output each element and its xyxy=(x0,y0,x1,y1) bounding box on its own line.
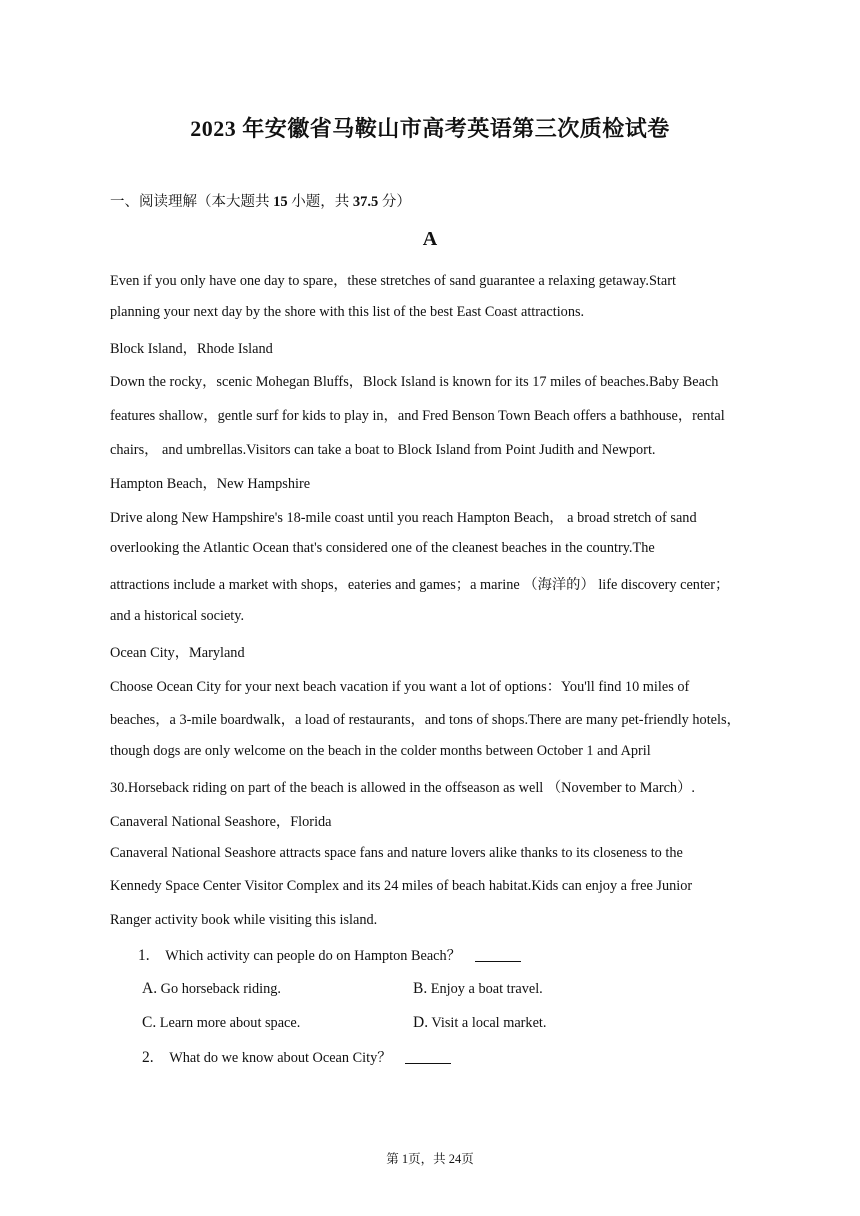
question-2 xyxy=(142,1047,451,1067)
question-1 xyxy=(138,945,521,965)
option-letter: A. xyxy=(142,980,158,997)
passage-line: Canaveral National Seashore attracts space fans and nature lovers alike thanks to its closeness to the xyxy=(110,845,683,861)
passage-line: Block Island，Rhode Island xyxy=(110,341,273,357)
section-heading-mid: 小题，共 xyxy=(287,194,353,210)
passage-line: 30.Horseback riding on part of the beach is allowed in the offseason as well （November to March）. xyxy=(110,780,695,796)
page-footer: 第 1页，共 24页 xyxy=(386,1152,474,1166)
passage-line: attractions include a market with shops，eateries and games；a marine （海洋的） life discovery center； xyxy=(110,577,730,593)
passage-line: Down the rocky，scenic Mohegan Bluffs，Block Island is known for its 17 miles of beaches.Baby Beach xyxy=(110,374,719,390)
passage-line: and a historical society. xyxy=(110,608,245,624)
passage-line: Choose Ocean City for your next beach vacation if you want a lot of options：You'll find 10 miles of xyxy=(110,679,690,695)
passage-line: Hampton Beach，New Hampshire xyxy=(110,476,311,492)
passage-line: beaches，a 3-mile boardwalk，a load of restaurants，and tons of shops.There are many pet-friendly hotels， xyxy=(110,712,741,728)
answer-blank[interactable] xyxy=(475,961,521,962)
passage-line: features shallow，gentle surf for kids to play in，and Fred Benson Town Beach offers a bathhouse，rental xyxy=(110,408,725,424)
passage-line: though dogs are only welcome on the beach in the colder months between October 1 and April xyxy=(110,743,651,759)
section-score: 37.5 xyxy=(352,194,379,210)
section-heading-suffix: 分） xyxy=(378,194,411,210)
answer-blank[interactable] xyxy=(405,1063,451,1064)
section-heading xyxy=(110,190,411,211)
passage-line: overlooking the Atlantic Ocean that's considered one of the cleanest beaches in the country.The xyxy=(110,540,655,556)
passage-line: Kennedy Space Center Visitor Complex and its 24 miles of beach habitat.Kids can enjoy a free Junior xyxy=(110,878,693,894)
section-question-count: 15 xyxy=(273,194,288,210)
question-number: 1. xyxy=(138,947,150,964)
question-text: Which activity can people do on Hampton Beach？ xyxy=(165,948,461,964)
option-text: Learn more about space. xyxy=(159,1015,301,1031)
passage-line: planning your next day by the shore with this list of the best East Coast attractions. xyxy=(110,304,585,320)
passage-line: chairs， and umbrellas.Visitors can take a boat to Block Island from Point Judith and Newport. xyxy=(110,442,656,458)
option-text: Visit a local market. xyxy=(431,1015,547,1031)
option-a[interactable] xyxy=(142,980,281,998)
section-heading-prefix: 一、阅读理解（本大题共 xyxy=(110,194,274,210)
passage-line: Even if you only have one day to spare，these stretches of sand guarantee a relaxing getaway.Start xyxy=(110,273,676,289)
option-letter: C. xyxy=(142,1014,157,1031)
question-number: 2. xyxy=(142,1049,154,1066)
option-b[interactable] xyxy=(413,980,543,998)
passage-label: A xyxy=(422,228,438,250)
question-text: What do we know about Ocean City？ xyxy=(169,1050,392,1066)
option-text: Enjoy a boat travel. xyxy=(430,981,543,997)
option-text: Go horseback riding. xyxy=(160,981,281,997)
exam-title: 2023 年安徽省马鞍山市高考英语第三次质检试卷 xyxy=(190,116,670,141)
passage-line: Ranger activity book while visiting this island. xyxy=(110,912,378,928)
option-c[interactable] xyxy=(142,1014,300,1032)
option-letter: B. xyxy=(413,980,428,997)
option-letter: D. xyxy=(413,1014,429,1031)
passage-line: Ocean City，Maryland xyxy=(110,645,245,661)
option-d[interactable] xyxy=(413,1014,546,1032)
passage-line: Canaveral National Seashore，Florida xyxy=(110,814,332,830)
passage-line: Drive along New Hampshire's 18-mile coast until you reach Hampton Beach， a broad stretch of sand xyxy=(110,510,697,526)
